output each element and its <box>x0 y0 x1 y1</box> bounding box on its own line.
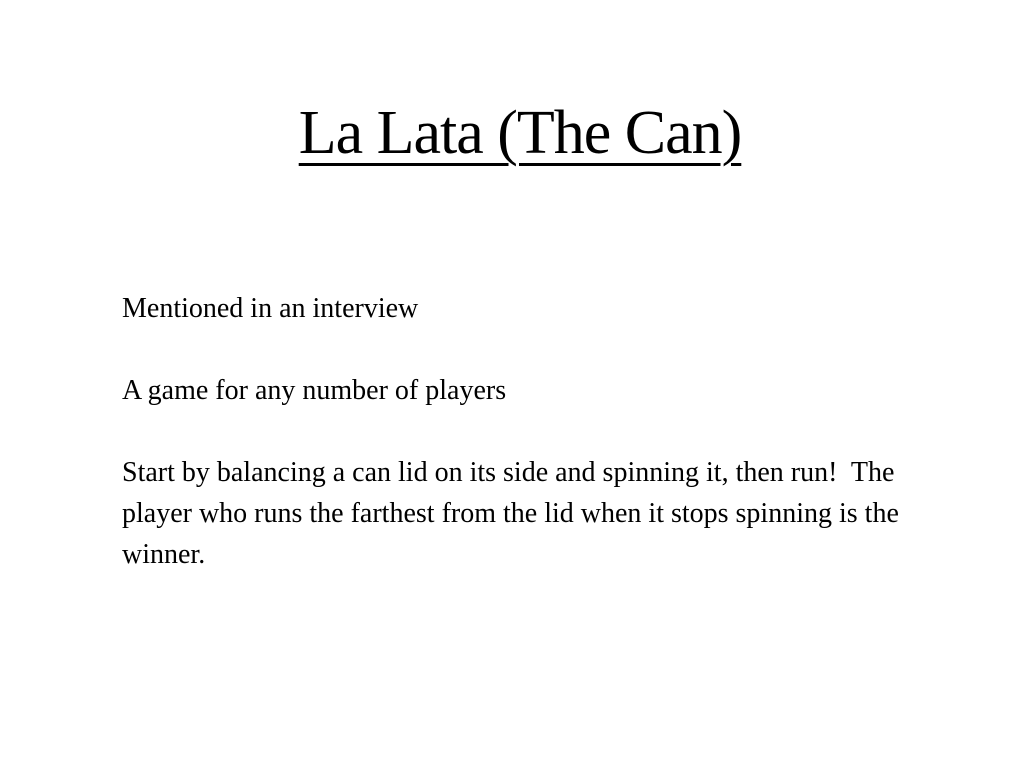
paragraph-spacer <box>122 411 902 452</box>
slide-body <box>122 288 906 575</box>
body-paragraph-mentioned: Mentioned in an interview <box>122 293 419 324</box>
slide-title-text: La Lata (The Can) <box>298 99 742 167</box>
slide-title <box>0 96 1024 170</box>
body-paragraph-players: A game for any number of players <box>122 375 507 406</box>
paragraph-spacer <box>122 329 902 370</box>
body-paragraph-rules: Start by balancing a can lid on its side and spinning it, then run! The player who runs the farthest from the lid when it stops spinning is the winner. <box>122 457 906 570</box>
